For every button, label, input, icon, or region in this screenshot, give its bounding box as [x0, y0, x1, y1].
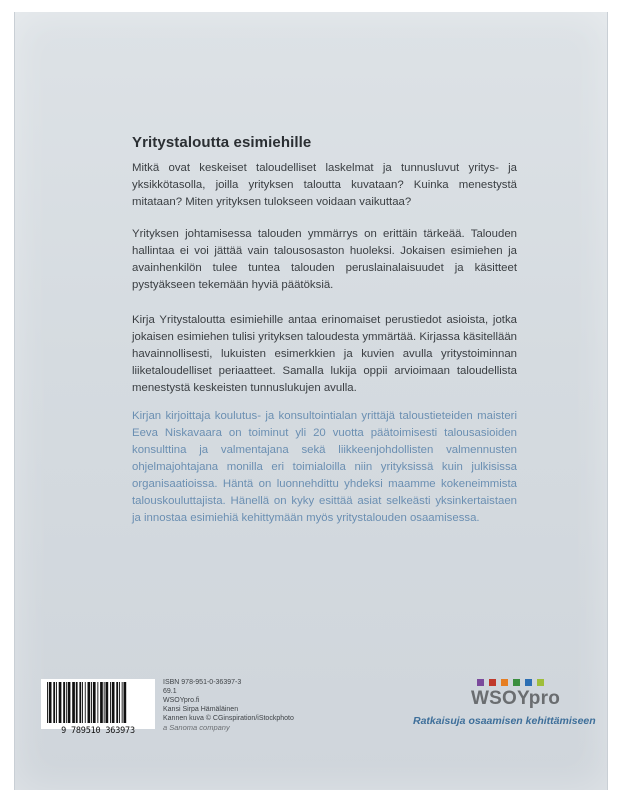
barcode-bar [124, 682, 127, 723]
barcode-bar [119, 682, 120, 723]
barcode-bar [116, 682, 118, 723]
barcode-bar [106, 682, 109, 723]
classification: 69.1 [163, 688, 177, 695]
barcode-bar [97, 682, 98, 723]
barcode [41, 679, 155, 736]
cover-image-credit: Kannen kuva © CGinspiration/iStockphoto [163, 715, 294, 722]
book-title: Yritystaloutta esimiehille [132, 134, 312, 151]
sanoma-company: a Sanoma company [163, 723, 230, 732]
barcode-bar [63, 682, 65, 723]
barcode-bar [72, 682, 75, 723]
barcode-bar [122, 682, 123, 723]
barcode-bar [100, 682, 103, 723]
logo-square [513, 679, 520, 686]
wsoy-logo-squares-icon [477, 673, 549, 687]
barcode-bar [49, 682, 52, 723]
logo-square [477, 679, 484, 686]
barcode-bar [85, 682, 86, 723]
barcode-bar [59, 682, 62, 723]
book-back-cover [14, 12, 608, 790]
logo-square [537, 679, 544, 686]
publisher-logo: WSOYpro [471, 688, 561, 709]
logo-square [489, 679, 496, 686]
isbn: ISBN 978-951-0-36397-3 [163, 679, 242, 686]
description-paragraph-3: Kirja Yritystaloutta esimiehille antaa erinomaiset perustiedot asioista, jotka jokaisen esimiehen tulisi yrityksen taloudesta ymmärtää. Kirjassa käsitellään havainnollisesti, lukuisten esimerkkien ja kuvien avulla yritystoiminnan liiketaloudelliset periaatteet. Samalla lukija oppii arvioimaan taloudellista menestystä keskeisten tunnuslukujen avulla. [132, 314, 517, 394]
barcode-bar [88, 682, 91, 723]
description-paragraph-2: Yrityksen johtamisessa talouden ymmärrys on erittäin tärkeää. Talouden hallintaa ei voi jättää vain talousosaston huoleksi. Jokaisen esimiehen ja avainhenkilön tulee tuntea talouden peruslainalaisuudet ja käsitteet pystyäkseen tekemään hyviä päätöksiä. [132, 228, 517, 291]
barcode-bar [79, 682, 81, 723]
description-paragraph-1: Mitkä ovat keskeiset taloudelliset laskelmat ja tunnusluvut yritys- ja yksikkötasolla, joilla yrityksen taloutta kuvataan? Kuinka menestystä mitataan? Miten yrityksen tulokseen voidaan vaikuttaa? [132, 162, 517, 208]
publisher-slogan: Ratkaisuja osaamisen kehittämiseen [413, 715, 596, 727]
barcode-bar [110, 682, 111, 723]
barcode-bar [104, 682, 105, 723]
barcode-bar [82, 682, 83, 723]
barcode-bar [93, 682, 96, 723]
barcode-bar [66, 682, 67, 723]
barcode-bar [53, 682, 55, 723]
barcode-digits: 9 789510 363973 [61, 726, 135, 736]
barcode-bar [112, 682, 115, 723]
cover-design-credit: Kansi Sirpa Hämäläinen [163, 706, 239, 713]
logo-square [525, 679, 532, 686]
publisher-website: WSOYpro.fi [163, 697, 200, 704]
barcode-bar [91, 682, 92, 723]
barcode-bars [41, 679, 155, 725]
author-paragraph: Kirjan kirjoittaja koulutus- ja konsultointialan yrittäjä taloustieteiden maisteri Eeva Niskavaara on toiminut yli 20 vuotta päätoimisesti talousasioiden konsulttina ja valmentajana sekä liikkeenjohdollisten valmennusten ohjelmajohtajana monilla eri toimialoilla niin yrityksissä kuin julkisissa organisaatioissa. Häntä on luonnehdittu yhdeksi maamme kokeneimmista talouskouluttajista. Hänellä on kyky esittää asiat selkeästi yksinkertaistaen ja innostaa esimiehiä kehittymään myös yritystalouden osaamisessa. [132, 410, 517, 524]
barcode-bar [76, 682, 78, 723]
barcode-bar [56, 682, 57, 723]
logo-square [501, 679, 508, 686]
publishing-info [163, 678, 294, 723]
barcode-bar [47, 682, 48, 723]
barcode-bar [68, 682, 71, 723]
